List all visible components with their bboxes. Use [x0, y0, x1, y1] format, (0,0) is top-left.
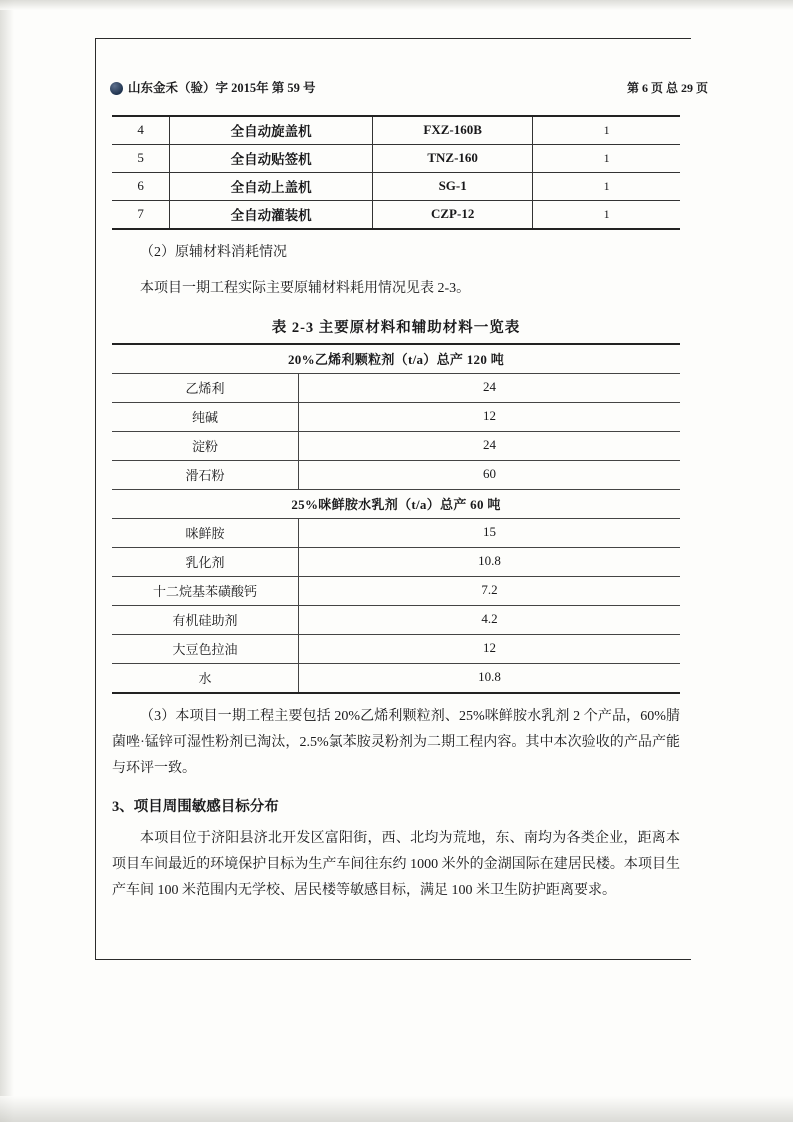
material-value: 15 — [299, 518, 681, 547]
table-row — [112, 431, 680, 460]
equipment-name: 全自动旋盖机 — [170, 116, 373, 145]
table-row — [112, 460, 680, 489]
material-name: 乙烯利 — [112, 373, 299, 402]
materials-section-title: 25%咪鲜胺水乳剂（t/a）总产 60 吨 — [112, 489, 680, 518]
material-value: 24 — [299, 431, 681, 460]
table-row — [112, 547, 680, 576]
table-row — [112, 518, 680, 547]
paragraph-material-consumption-heading: （2）原辅材料消耗情况 — [140, 245, 287, 260]
materials-section-title: 20%乙烯利颗粒剂（t/a）总产 120 吨 — [112, 344, 680, 374]
document-number: 山东金禾（验）字 2015年 第 59 号 — [128, 81, 316, 95]
table-row — [112, 201, 680, 230]
table-row — [112, 373, 680, 402]
page-number: 第 6 页 总 29 页 — [626, 80, 708, 95]
material-value: 7.2 — [299, 576, 681, 605]
equipment-index: 7 — [112, 201, 170, 230]
section-heading-sensitive-targets: 3、项目周围敏感目标分布 — [112, 799, 279, 816]
material-name: 滑石粉 — [112, 460, 299, 489]
equipment-name: 全自动上盖机 — [170, 173, 373, 201]
table-section-row — [112, 489, 680, 518]
paragraph-sensitive-targets: 本项目位于济阳县济北开发区富阳街，西、北均为荒地，东、南均为各类企业，距离本项目车间最近的环境保护目标为生产车间往东约 1000 米外的金湖国际在建居民楼。本项目生产车间 100 米范围内无学校、居民楼等敏感目标，满足 100 米卫生防护距离要求。 — [112, 831, 680, 899]
paragraph-material-consumption-note: 本项目一期工程实际主要原辅材料耗用情况见表 2-3。 — [140, 280, 471, 296]
material-value: 12 — [299, 634, 681, 663]
equipment-model: CZP-12 — [373, 201, 533, 230]
page-bottom-space — [112, 904, 680, 1024]
table-row — [112, 576, 680, 605]
equipment-index: 5 — [112, 145, 170, 173]
paragraph-products-summary: （3）本项目一期工程主要包括 20%乙烯利颗粒剂、25%咪鲜胺水乳剂 2 个产品，60%腈菌唑·锰锌可湿性粉剂已淘汰，2.5%氯苯胺灵粉剂为二期工程内容。其中本次验收的产品产能与环评一致。 — [112, 708, 680, 776]
header-left-group — [110, 78, 316, 96]
page-header — [110, 78, 710, 96]
material-value: 60 — [299, 460, 681, 489]
page-content — [112, 100, 680, 1024]
material-name: 十二烷基苯磺酸钙 — [112, 576, 299, 605]
scan-edge-left — [0, 0, 14, 1122]
table-row — [112, 605, 680, 634]
circle-logo-icon — [110, 82, 123, 95]
material-name: 大豆色拉油 — [112, 634, 299, 663]
material-value: 12 — [299, 402, 681, 431]
table-row — [112, 663, 680, 693]
equipment-table — [112, 115, 680, 230]
equipment-name: 全自动贴签机 — [170, 145, 373, 173]
scan-edge-top — [0, 0, 793, 10]
material-name: 淀粉 — [112, 431, 299, 460]
material-value: 10.8 — [299, 547, 681, 576]
material-name: 咪鲜胺 — [112, 518, 299, 547]
equipment-index: 6 — [112, 173, 170, 201]
table-row — [112, 116, 680, 145]
materials-table-title: 表 2-3 主要原材料和辅助材料一览表 — [271, 319, 521, 336]
material-value: 24 — [299, 373, 681, 402]
table-row — [112, 402, 680, 431]
equipment-model: SG-1 — [373, 173, 533, 201]
table-section-row — [112, 344, 680, 374]
material-name: 有机硅助剂 — [112, 605, 299, 634]
material-name: 水 — [112, 663, 299, 693]
table-row — [112, 634, 680, 663]
equipment-qty: 1 — [533, 201, 680, 230]
equipment-model: TNZ-160 — [373, 145, 533, 173]
equipment-qty: 1 — [533, 116, 680, 145]
table-row — [112, 173, 680, 201]
material-value: 4.2 — [299, 605, 681, 634]
equipment-model: FXZ-160B — [373, 116, 533, 145]
equipment-index: 4 — [112, 116, 170, 145]
equipment-qty: 1 — [533, 145, 680, 173]
materials-table — [112, 343, 680, 694]
table-row — [112, 145, 680, 173]
material-name: 乳化剂 — [112, 547, 299, 576]
equipment-name: 全自动灌装机 — [170, 201, 373, 230]
material-value: 10.8 — [478, 669, 501, 685]
equipment-qty: 1 — [533, 173, 680, 201]
material-name: 纯碱 — [112, 402, 299, 431]
scan-edge-bottom — [0, 1096, 793, 1122]
